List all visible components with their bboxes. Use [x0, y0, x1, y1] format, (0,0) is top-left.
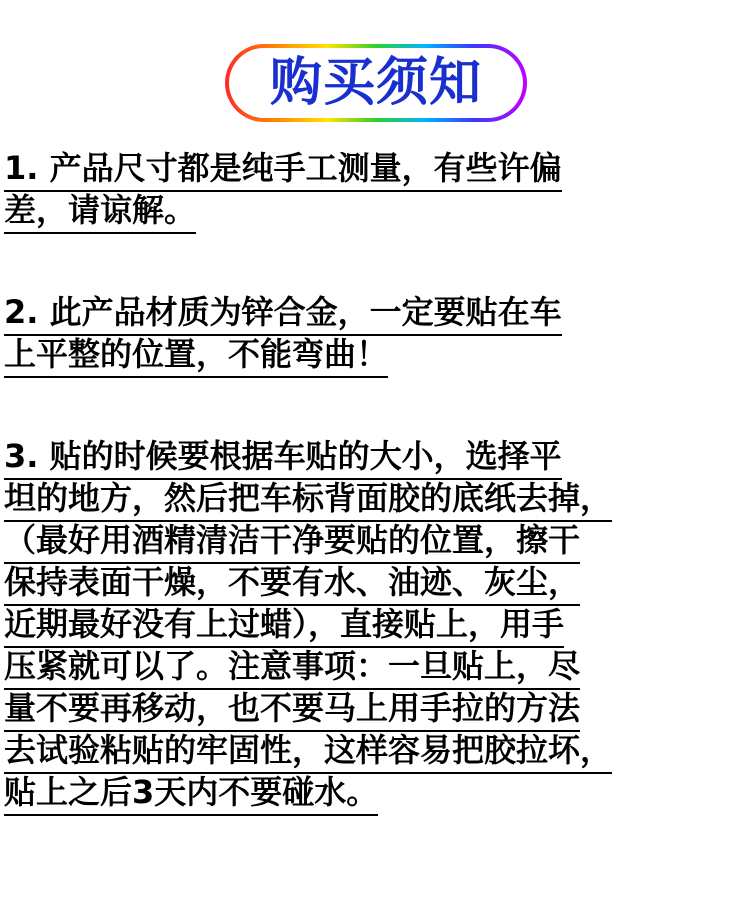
note-line [4, 480, 746, 522]
note-line-text: 压紧就可以了。注意事项：一旦贴上，尽 [4, 648, 580, 690]
note-2 [4, 294, 746, 378]
page-title: 购买须知 [269, 53, 482, 113]
note-line-text: 1. 产品尺寸都是纯手工测量，有些许偏 [4, 150, 562, 192]
note-line-text: 差，请谅解。 [4, 192, 196, 234]
note-line-text: 贴上之后3天内不要碰水。 [4, 774, 378, 816]
note-line [4, 774, 746, 816]
note-line-text: 量不要再移动，也不要马上用手拉的方法 [4, 690, 580, 732]
paragraph-gap [4, 378, 746, 438]
note-line [4, 294, 746, 336]
note-line [4, 564, 746, 606]
note-line-text: 坦的地方，然后把车标背面胶的底纸去掉， [4, 480, 612, 522]
note-line [4, 192, 746, 234]
note-line [4, 732, 746, 774]
note-line-text: 去试验粘贴的牢固性，这样容易把胶拉坏， [4, 732, 612, 774]
note-line [4, 336, 746, 378]
title-badge-inner [229, 48, 523, 118]
note-3 [4, 438, 746, 816]
note-line-text: 上平整的位置，不能弯曲！ [4, 336, 388, 378]
notes-content [4, 150, 746, 816]
note-line [4, 690, 746, 732]
note-line-text: （最好用酒精清洁干净要贴的位置，擦干 [4, 522, 580, 564]
note-line [4, 438, 746, 480]
note-line [4, 648, 746, 690]
note-line-text: 3. 贴的时候要根据车贴的大小，选择平 [4, 438, 562, 480]
note-line-text: 保持表面干燥，不要有水、油迹、灰尘， [4, 564, 580, 606]
note-line-text: 2. 此产品材质为锌合金，一定要贴在车 [4, 294, 562, 336]
note-line [4, 150, 746, 192]
note-line [4, 606, 746, 648]
note-line-text: 近期最好没有上过蜡），直接贴上，用手 [4, 606, 564, 648]
note-1 [4, 150, 746, 234]
note-line [4, 522, 746, 564]
paragraph-gap [4, 234, 746, 294]
title-badge [225, 44, 527, 122]
